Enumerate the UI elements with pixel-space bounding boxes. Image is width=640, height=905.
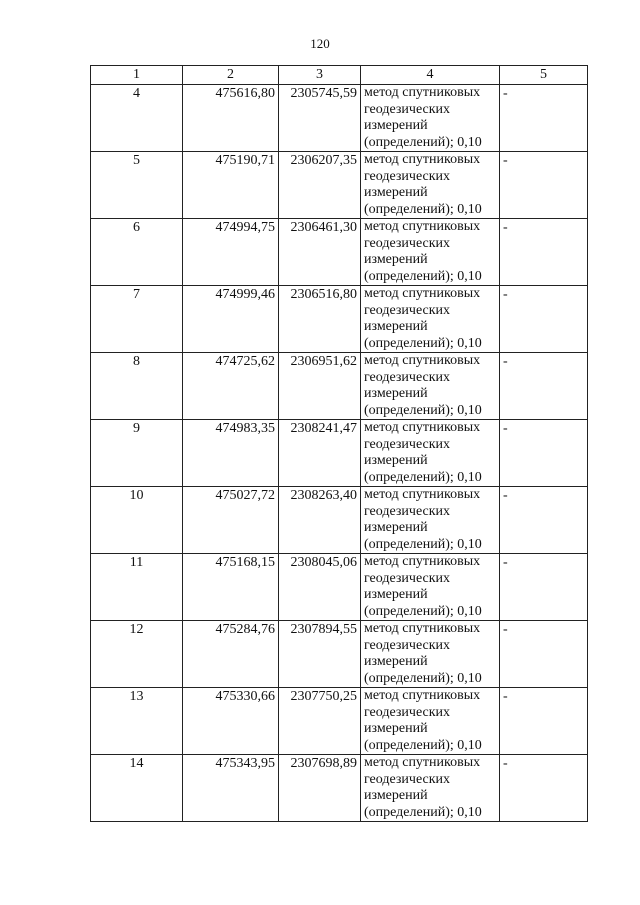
method-text-line: (определений); 0,10 xyxy=(364,335,482,351)
coordinate-y-cell: 2308241,47 xyxy=(279,420,361,487)
method-cell xyxy=(361,286,500,353)
column-header: 5 xyxy=(500,66,588,85)
point-number-cell: 11 xyxy=(91,554,183,621)
coordinate-y-cell: 2307750,25 xyxy=(279,688,361,755)
method-cell xyxy=(361,152,500,219)
method-text-line: метод спутниковых xyxy=(364,554,481,569)
method-text-line: измерений xyxy=(364,118,428,133)
method-text-line: измерений xyxy=(364,319,428,334)
point-number-cell: 5 xyxy=(91,152,183,219)
method-text-line: геодезических xyxy=(364,302,451,318)
coordinate-y-cell: 2305745,59 xyxy=(279,85,361,152)
coordinate-y-cell: 2307894,55 xyxy=(279,621,361,688)
point-number-cell: 12 xyxy=(91,621,183,688)
method-cell xyxy=(361,487,500,554)
method-text-line: метод спутниковых xyxy=(364,85,481,100)
method-text-line: геодезических xyxy=(364,101,451,117)
method-text-line: метод спутниковых xyxy=(364,755,481,770)
coordinate-y-cell: 2307698,89 xyxy=(279,755,361,822)
table-row xyxy=(91,688,588,755)
method-cell xyxy=(361,621,500,688)
method-text-line: измерений xyxy=(364,587,428,602)
method-text-line: геодезических xyxy=(364,704,451,720)
method-text-line: (определений); 0,10 xyxy=(364,469,482,485)
page-number: 120 xyxy=(310,36,330,51)
coordinate-y-cell: 2308045,06 xyxy=(279,554,361,621)
method-cell xyxy=(361,554,500,621)
method-text-line: (определений); 0,10 xyxy=(364,737,482,753)
point-number-cell: 14 xyxy=(91,755,183,822)
table-row xyxy=(91,420,588,487)
column-header: 4 xyxy=(361,66,500,85)
note-cell: - xyxy=(500,85,588,152)
method-text-line: метод спутниковых xyxy=(364,152,481,167)
table-row xyxy=(91,353,588,420)
point-number-cell: 10 xyxy=(91,487,183,554)
method-text-line: метод спутниковых xyxy=(364,621,481,636)
coordinate-x-cell: 475284,76 xyxy=(183,621,279,688)
method-text-line: (определений); 0,10 xyxy=(364,804,482,820)
method-text-line: геодезических xyxy=(364,168,451,184)
coordinate-x-cell: 475168,15 xyxy=(183,554,279,621)
table-row xyxy=(91,219,588,286)
method-text-line: измерений xyxy=(364,252,428,267)
method-text-line: геодезических xyxy=(364,637,451,653)
note-cell: - xyxy=(500,621,588,688)
table-row xyxy=(91,286,588,353)
method-cell xyxy=(361,755,500,822)
table-row xyxy=(91,554,588,621)
table-row xyxy=(91,487,588,554)
method-text-line: (определений); 0,10 xyxy=(364,536,482,552)
method-text-line: (определений); 0,10 xyxy=(364,603,482,619)
method-text-line: измерений xyxy=(364,386,428,401)
point-number-cell: 9 xyxy=(91,420,183,487)
coordinate-x-cell: 474994,75 xyxy=(183,219,279,286)
method-text-line: метод спутниковых xyxy=(364,688,481,703)
point-number-cell: 7 xyxy=(91,286,183,353)
method-text-line: геодезических xyxy=(364,436,451,452)
method-cell xyxy=(361,219,500,286)
coordinate-x-cell: 475190,71 xyxy=(183,152,279,219)
method-text-line: геодезических xyxy=(364,235,451,251)
coordinate-y-cell: 2306461,30 xyxy=(279,219,361,286)
coordinate-x-cell: 475027,72 xyxy=(183,487,279,554)
method-text-line: измерений xyxy=(364,721,428,736)
coordinate-y-cell: 2306951,62 xyxy=(279,353,361,420)
note-cell: - xyxy=(500,554,588,621)
coordinate-x-cell: 474999,46 xyxy=(183,286,279,353)
coordinate-x-cell: 475616,80 xyxy=(183,85,279,152)
method-text-line: метод спутниковых xyxy=(364,353,481,368)
method-cell xyxy=(361,688,500,755)
table-row xyxy=(91,85,588,152)
coordinate-x-cell: 474983,35 xyxy=(183,420,279,487)
point-number-cell: 4 xyxy=(91,85,183,152)
column-header: 3 xyxy=(279,66,361,85)
point-number-cell: 8 xyxy=(91,353,183,420)
point-number-cell: 6 xyxy=(91,219,183,286)
method-text-line: метод спутниковых xyxy=(364,487,481,502)
point-number-cell: 13 xyxy=(91,688,183,755)
note-cell: - xyxy=(500,487,588,554)
method-text-line: измерений xyxy=(364,520,428,535)
table-row xyxy=(91,755,588,822)
method-text-line: измерений xyxy=(364,654,428,669)
method-text-line: (определений); 0,10 xyxy=(364,201,482,217)
method-text-line: геодезических xyxy=(364,570,451,586)
table-body xyxy=(91,85,588,822)
method-text-line: (определений); 0,10 xyxy=(364,402,482,418)
method-text-line: (определений); 0,10 xyxy=(364,670,482,686)
coordinate-y-cell: 2306516,80 xyxy=(279,286,361,353)
method-text-line: геодезических xyxy=(364,503,451,519)
method-cell xyxy=(361,353,500,420)
coordinates-table xyxy=(90,65,588,822)
method-text-line: измерений xyxy=(364,453,428,468)
method-cell xyxy=(361,85,500,152)
method-text-line: метод спутниковых xyxy=(364,420,481,435)
method-text-line: геодезических xyxy=(364,369,451,385)
method-text-line: метод спутниковых xyxy=(364,219,481,234)
coordinate-x-cell: 474725,62 xyxy=(183,353,279,420)
note-cell: - xyxy=(500,286,588,353)
note-cell: - xyxy=(500,152,588,219)
table-header-row xyxy=(91,66,588,85)
note-cell: - xyxy=(500,219,588,286)
table-row xyxy=(91,152,588,219)
coordinate-x-cell: 475343,95 xyxy=(183,755,279,822)
coordinate-y-cell: 2306207,35 xyxy=(279,152,361,219)
note-cell: - xyxy=(500,688,588,755)
method-text-line: метод спутниковых xyxy=(364,286,481,301)
method-text-line: измерений xyxy=(364,788,428,803)
note-cell: - xyxy=(500,420,588,487)
method-text-line: (определений); 0,10 xyxy=(364,268,482,284)
note-cell: - xyxy=(500,755,588,822)
method-cell xyxy=(361,420,500,487)
column-header: 1 xyxy=(91,66,183,85)
method-text-line: (определений); 0,10 xyxy=(364,134,482,150)
column-header: 2 xyxy=(183,66,279,85)
coordinate-y-cell: 2308263,40 xyxy=(279,487,361,554)
note-cell: - xyxy=(500,353,588,420)
table-row xyxy=(91,621,588,688)
coordinate-x-cell: 475330,66 xyxy=(183,688,279,755)
method-text-line: измерений xyxy=(364,185,428,200)
method-text-line: геодезических xyxy=(364,771,451,787)
